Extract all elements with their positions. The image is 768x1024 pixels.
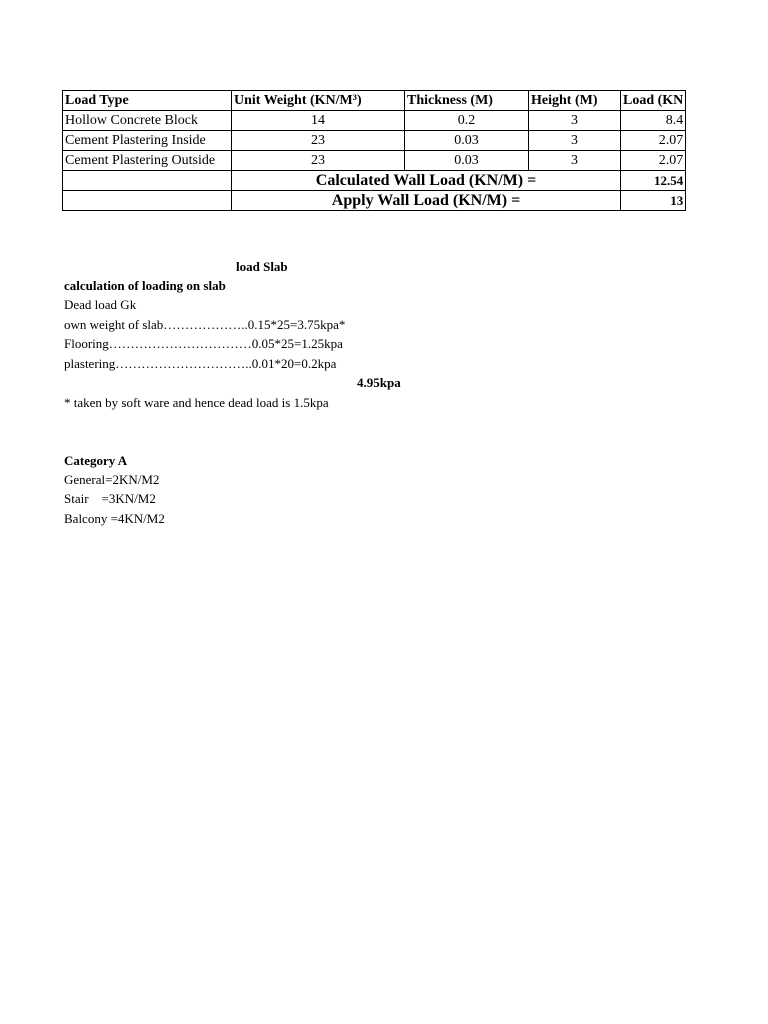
dead-load-total: 4.95kpa <box>357 375 401 390</box>
table-header-row <box>63 91 686 111</box>
calculated-load-row <box>63 171 686 191</box>
category-balcony: Balcony =4KN/M2 <box>64 511 165 526</box>
category-general: General=2KN/M2 <box>64 472 160 487</box>
table-row <box>63 131 686 151</box>
wall-load-table <box>62 90 686 211</box>
apply-load-label: Apply Wall Load (KN/M) = <box>232 191 621 211</box>
cell-load-type: Hollow Concrete Block <box>63 111 232 131</box>
table-row <box>63 111 686 131</box>
cell-load: 2.07 <box>621 131 686 151</box>
dead-load-heading: Dead load Gk <box>64 297 137 312</box>
software-footnote: * taken by soft ware and hence dead load is 1.5kpa <box>64 395 329 410</box>
cell-load: 8.4 <box>621 111 686 131</box>
cell-height: 3 <box>529 151 621 171</box>
plastering-line: plastering…………………………..0.01*20=0.2kpa <box>64 356 337 371</box>
apply-load-value: 13 <box>621 191 686 211</box>
cell-unit-weight: 23 <box>232 151 405 171</box>
slab-load-subtitle: calculation of loading on slab <box>64 278 226 293</box>
cell-thickness: 0.2 <box>405 111 529 131</box>
cell-thickness: 0.03 <box>405 151 529 171</box>
slab-load-title: load Slab <box>236 259 288 274</box>
header-load-type: Load Type <box>63 91 232 111</box>
cell-height: 3 <box>529 131 621 151</box>
cell-unit-weight: 23 <box>232 131 405 151</box>
flooring-line: Flooring……………………………0.05*25=1.25kpa <box>64 336 343 351</box>
calculated-load-label: Calculated Wall Load (KN/M) = <box>232 171 621 191</box>
apply-load-row <box>63 191 686 211</box>
header-unit-weight: Unit Weight (KN/M³) <box>232 91 405 111</box>
cell-unit-weight: 14 <box>232 111 405 131</box>
table-row <box>63 151 686 171</box>
cell-load-type: Cement Plastering Inside <box>63 131 232 151</box>
own-weight-line: own weight of slab………………..0.15*25=3.75kpa* <box>64 317 346 332</box>
category-title: Category A <box>64 453 128 468</box>
header-load: Load (KN <box>621 91 686 111</box>
empty-cell <box>63 171 232 191</box>
category-stair: Stair =3KN/M2 <box>64 491 156 506</box>
cell-height: 3 <box>529 111 621 131</box>
header-height: Height (M) <box>529 91 621 111</box>
header-thickness: Thickness (M) <box>405 91 529 111</box>
empty-cell <box>63 191 232 211</box>
calculated-load-value: 12.54 <box>621 171 686 191</box>
cell-load: 2.07 <box>621 151 686 171</box>
cell-thickness: 0.03 <box>405 131 529 151</box>
cell-load-type: Cement Plastering Outside <box>63 151 232 171</box>
